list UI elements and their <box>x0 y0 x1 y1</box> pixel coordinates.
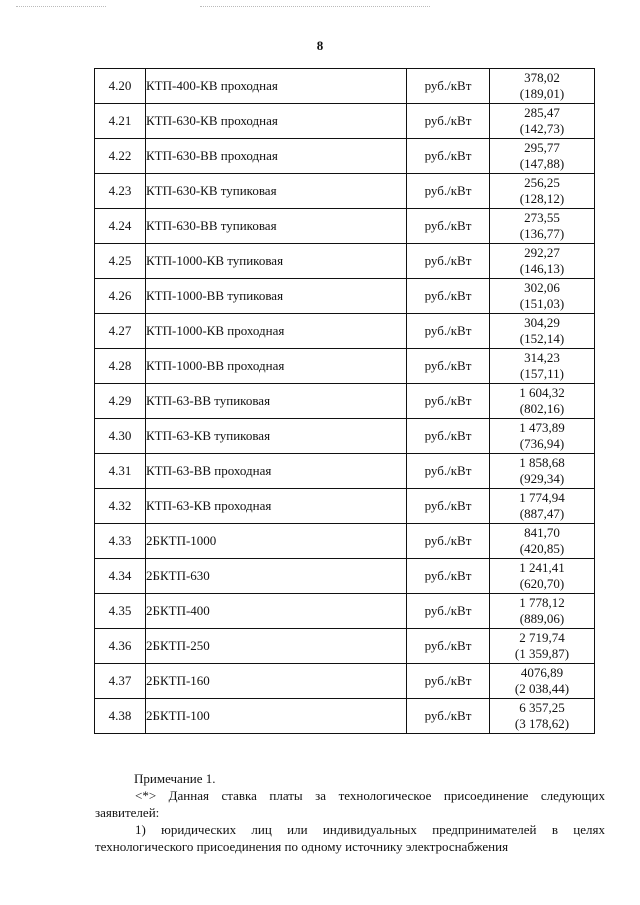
rate-value: 6 357,25 <box>519 700 565 715</box>
rate-value: 256,25 <box>524 175 560 190</box>
rate-cell <box>490 69 595 104</box>
rate-value: 292,27 <box>524 245 560 260</box>
substation-name-cell: КТП-630-ВВ тупиковая <box>146 209 407 244</box>
row-number-cell: 4.24 <box>95 209 146 244</box>
rate-value: 378,02 <box>524 70 560 85</box>
tariff-table <box>94 68 595 734</box>
unit-cell: руб./кВт <box>407 139 490 174</box>
row-number-cell: 4.30 <box>95 419 146 454</box>
table-row <box>95 104 595 139</box>
unit-cell: руб./кВт <box>407 454 490 489</box>
rate-cell <box>490 489 595 524</box>
rate-cell <box>490 419 595 454</box>
substation-name-cell: 2БКТП-250 <box>146 629 407 664</box>
rate-value: 302,06 <box>524 280 560 295</box>
rate-reduced-value: (128,12) <box>519 191 565 206</box>
note-title: Примечание 1. <box>134 771 216 786</box>
substation-name-cell: КТП-63-ВВ проходная <box>146 454 407 489</box>
table-row <box>95 524 595 559</box>
rate-reduced-value: (152,14) <box>519 331 565 346</box>
unit-cell: руб./кВт <box>407 244 490 279</box>
unit-cell: руб./кВт <box>407 349 490 384</box>
rate-value: 1 774,94 <box>519 490 565 505</box>
rate-cell <box>490 104 595 139</box>
table-row <box>95 559 595 594</box>
rate-reduced-value: (736,94) <box>519 436 565 451</box>
row-number-cell: 4.20 <box>95 69 146 104</box>
table-row <box>95 664 595 699</box>
rate-reduced-value: (420,85) <box>519 541 565 556</box>
row-number-cell: 4.31 <box>95 454 146 489</box>
substation-name-cell: 2БКТП-1000 <box>146 524 407 559</box>
rate-reduced-value: (889,06) <box>519 611 565 626</box>
substation-name-cell: КТП-630-КВ тупиковая <box>146 174 407 209</box>
substation-name-cell: 2БКТП-100 <box>146 699 407 734</box>
unit-cell: руб./кВт <box>407 314 490 349</box>
rate-value: 295,77 <box>524 140 560 155</box>
rate-value: 1 604,32 <box>519 385 565 400</box>
scan-artifact <box>200 6 430 15</box>
row-number-cell: 4.22 <box>95 139 146 174</box>
row-number-cell: 4.25 <box>95 244 146 279</box>
page-number: 8 <box>316 38 324 53</box>
rate-value: 285,47 <box>524 105 560 120</box>
substation-name-cell: КТП-630-ВВ проходная <box>146 139 407 174</box>
row-number-cell: 4.28 <box>95 349 146 384</box>
substation-name-cell: КТП-1000-ВВ тупиковая <box>146 279 407 314</box>
row-number-cell: 4.26 <box>95 279 146 314</box>
table-row <box>95 699 595 734</box>
row-number-cell: 4.32 <box>95 489 146 524</box>
rate-value: 2 719,74 <box>519 630 565 645</box>
unit-cell: руб./кВт <box>407 279 490 314</box>
substation-name-cell: 2БКТП-630 <box>146 559 407 594</box>
table-row <box>95 244 595 279</box>
table-row <box>95 139 595 174</box>
rate-cell <box>490 174 595 209</box>
note-list-item: 1) юридических лиц или индивидуальных предпринимателей в целях технологического присоединения по одному источнику электроснабжения <box>95 822 605 854</box>
rate-value: 1 473,89 <box>519 420 565 435</box>
table-row <box>95 69 595 104</box>
rate-reduced-value: (887,47) <box>519 506 565 521</box>
unit-cell: руб./кВт <box>407 489 490 524</box>
table-row <box>95 594 595 629</box>
substation-name-cell: 2БКТП-400 <box>146 594 407 629</box>
substation-name-cell: КТП-63-ВВ тупиковая <box>146 384 407 419</box>
table-row <box>95 629 595 664</box>
table-row <box>95 174 595 209</box>
substation-name-cell: 2БКТП-160 <box>146 664 407 699</box>
rate-reduced-value: (929,34) <box>519 471 565 486</box>
note-paragraph: <*> Данная ставка платы за технологическое присоединение следующих заявителей: <box>95 788 605 820</box>
rate-reduced-value: (3 178,62) <box>514 716 570 731</box>
rate-value: 314,23 <box>524 350 560 365</box>
rate-cell <box>490 664 595 699</box>
table-row <box>95 279 595 314</box>
rate-cell <box>490 139 595 174</box>
rate-cell <box>490 349 595 384</box>
rate-reduced-value: (189,01) <box>519 86 565 101</box>
table-row <box>95 489 595 524</box>
table-row <box>95 419 595 454</box>
row-number-cell: 4.21 <box>95 104 146 139</box>
rate-value: 1 778,12 <box>519 595 565 610</box>
substation-name-cell: КТП-1000-КВ тупиковая <box>146 244 407 279</box>
rate-value: 4076,89 <box>520 665 564 680</box>
rate-value: 304,29 <box>524 315 560 330</box>
rate-value: 1 241,41 <box>519 560 565 575</box>
tariff-table-body <box>95 69 595 734</box>
rate-cell <box>490 594 595 629</box>
rate-cell <box>490 279 595 314</box>
unit-cell: руб./кВт <box>407 104 490 139</box>
rate-cell <box>490 209 595 244</box>
substation-name-cell: КТП-63-КВ тупиковая <box>146 419 407 454</box>
rate-cell <box>490 314 595 349</box>
unit-cell: руб./кВт <box>407 384 490 419</box>
rate-reduced-value: (2 038,44) <box>514 681 570 696</box>
row-number-cell: 4.33 <box>95 524 146 559</box>
unit-cell: руб./кВт <box>407 174 490 209</box>
unit-cell: руб./кВт <box>407 209 490 244</box>
row-number-cell: 4.35 <box>95 594 146 629</box>
table-row <box>95 314 595 349</box>
table-row <box>95 384 595 419</box>
row-number-cell: 4.23 <box>95 174 146 209</box>
rate-cell <box>490 454 595 489</box>
rate-reduced-value: (136,77) <box>519 226 565 241</box>
rate-reduced-value: (802,16) <box>519 401 565 416</box>
unit-cell: руб./кВт <box>407 419 490 454</box>
rate-value: 841,70 <box>524 525 560 540</box>
unit-cell: руб./кВт <box>407 594 490 629</box>
row-number-cell: 4.38 <box>95 699 146 734</box>
row-number-cell: 4.36 <box>95 629 146 664</box>
rate-cell <box>490 559 595 594</box>
row-number-cell: 4.34 <box>95 559 146 594</box>
table-row <box>95 349 595 384</box>
rate-reduced-value: (157,11) <box>520 366 564 381</box>
rate-reduced-value: (146,13) <box>519 261 565 276</box>
rate-reduced-value: (1 359,87) <box>514 646 570 661</box>
unit-cell: руб./кВт <box>407 699 490 734</box>
substation-name-cell: КТП-1000-ВВ проходная <box>146 349 407 384</box>
rate-cell <box>490 244 595 279</box>
unit-cell: руб./кВт <box>407 524 490 559</box>
rate-reduced-value: (147,88) <box>519 156 565 171</box>
rate-cell <box>490 524 595 559</box>
row-number-cell: 4.29 <box>95 384 146 419</box>
substation-name-cell: КТП-400-КВ проходная <box>146 69 407 104</box>
rate-cell <box>490 629 595 664</box>
rate-cell <box>490 699 595 734</box>
table-row <box>95 209 595 244</box>
substation-name-cell: КТП-63-КВ проходная <box>146 489 407 524</box>
row-number-cell: 4.37 <box>95 664 146 699</box>
row-number-cell: 4.27 <box>95 314 146 349</box>
unit-cell: руб./кВт <box>407 664 490 699</box>
rate-value: 273,55 <box>524 210 560 225</box>
rate-reduced-value: (142,73) <box>519 121 565 136</box>
rate-cell <box>490 384 595 419</box>
rate-reduced-value: (620,70) <box>519 576 565 591</box>
scan-artifact <box>16 6 106 15</box>
rate-reduced-value: (151,03) <box>519 296 565 311</box>
substation-name-cell: КТП-630-КВ проходная <box>146 104 407 139</box>
table-row <box>95 454 595 489</box>
unit-cell: руб./кВт <box>407 559 490 594</box>
unit-cell: руб./кВт <box>407 629 490 664</box>
substation-name-cell: КТП-1000-КВ проходная <box>146 314 407 349</box>
rate-value: 1 858,68 <box>519 455 565 470</box>
unit-cell: руб./кВт <box>407 69 490 104</box>
